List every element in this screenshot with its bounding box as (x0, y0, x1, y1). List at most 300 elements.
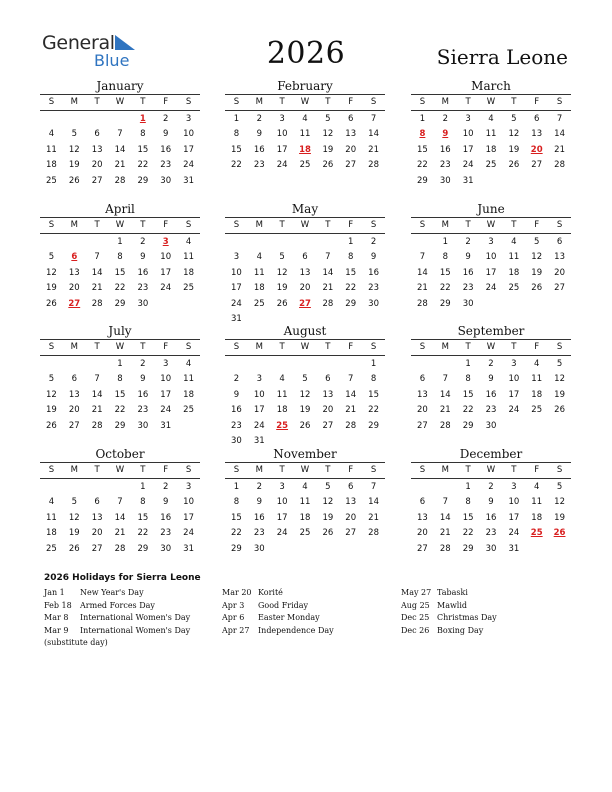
day: 31 (231, 313, 242, 324)
day: 31 (160, 420, 172, 431)
day: 6 (325, 374, 331, 385)
day: 17 (508, 389, 520, 400)
empty-cell (86, 112, 109, 127)
weekday-label: T (140, 465, 146, 475)
empty-cell (40, 480, 63, 495)
day: 28 (439, 543, 451, 554)
day-grid (40, 480, 200, 557)
day: 10 (253, 389, 265, 400)
day: 21 (114, 528, 126, 539)
day-grid (411, 357, 571, 434)
month-april (40, 202, 200, 312)
weekday-label: S (370, 342, 377, 352)
month-title: May (225, 202, 385, 218)
weekday-label: T (94, 97, 100, 107)
day: 2 (488, 482, 494, 492)
day: 13 (91, 144, 103, 155)
weekday-header (40, 95, 200, 111)
day: 5 (71, 129, 77, 140)
day: 6 (94, 497, 100, 508)
holiday-name: International Women's Day (80, 613, 191, 622)
day: 13 (68, 389, 80, 400)
day: 4 (534, 482, 540, 492)
day: 31 (462, 175, 474, 186)
day: 8 (117, 252, 123, 263)
weekday-header (411, 340, 571, 356)
holiday-row (401, 587, 576, 600)
holiday-date: Aug 25 (401, 600, 430, 610)
day: 25 (299, 160, 311, 171)
weekday-label: W (115, 465, 125, 475)
day: 10 (183, 129, 194, 140)
day: 1 (465, 482, 471, 492)
day: 26 (68, 175, 80, 186)
day: 15 (417, 144, 428, 155)
day: 5 (534, 237, 540, 247)
day: 10 (183, 497, 194, 508)
weekday-label: F (348, 342, 354, 352)
day: 12 (46, 389, 57, 400)
holiday-row (401, 612, 576, 625)
day: 15 (345, 267, 357, 278)
day: 12 (276, 267, 288, 278)
day: 5 (71, 497, 77, 508)
weekday-label: T (325, 342, 331, 352)
day: 17 (231, 283, 242, 294)
day: 25 (183, 405, 194, 416)
day: 9 (140, 252, 146, 263)
day: 18 (46, 528, 57, 539)
day: 15 (114, 267, 126, 278)
day: 27 (417, 543, 428, 554)
weekday-label: S (556, 342, 563, 352)
weekday-label: T (511, 220, 517, 230)
day: 2 (140, 237, 146, 247)
day: 13 (68, 267, 80, 278)
weekday-label: W (115, 97, 125, 107)
month-september (411, 324, 571, 434)
weekday-label: S (48, 220, 55, 230)
day: 19 (554, 512, 565, 523)
day: 7 (556, 114, 563, 124)
day: 18 (276, 405, 288, 416)
day: 14 (439, 389, 451, 400)
month-title: October (40, 447, 200, 463)
empty-cell (271, 357, 294, 372)
holiday-row (222, 600, 397, 613)
day: 20 (91, 160, 103, 171)
day: 6 (419, 497, 426, 508)
day: 20 (417, 405, 428, 416)
weekday-label: M (255, 465, 263, 475)
day: 8 (348, 252, 354, 263)
weekday-label: T (511, 97, 517, 107)
weekday-label: M (441, 97, 449, 107)
day-grid (40, 357, 200, 434)
day: 13 (531, 129, 543, 140)
holiday-date: May 27 (401, 588, 432, 597)
month-title: July (40, 324, 200, 340)
empty-cell (63, 112, 86, 127)
day: 13 (554, 252, 565, 263)
day: 2 (442, 114, 448, 124)
day: 24 (183, 528, 194, 539)
holiday-date: Apr 6 (222, 613, 245, 622)
day: 2 (256, 114, 262, 124)
weekday-label: F (163, 465, 169, 475)
weekday-label: T (511, 465, 517, 475)
day: 27 (531, 160, 543, 171)
day: 28 (322, 298, 334, 309)
empty-cell (86, 480, 109, 495)
weekday-label: S (233, 342, 240, 352)
day: 14 (322, 267, 334, 278)
holiday-date: Mar 20 (222, 588, 252, 597)
day: 1 (442, 237, 448, 247)
day: 17 (183, 144, 194, 155)
day-grid (411, 480, 571, 557)
holiday-column (222, 587, 397, 637)
day: 5 (511, 114, 517, 124)
day: 26 (322, 160, 334, 171)
day: 29 (462, 543, 474, 554)
day: 21 (417, 283, 428, 294)
day: 29 (137, 175, 149, 186)
day: 9 (256, 497, 262, 508)
weekday-label: S (419, 97, 426, 107)
weekday-label: W (300, 465, 310, 475)
day: 3 (163, 359, 169, 369)
day: 23 (439, 160, 451, 171)
empty-cell (434, 357, 457, 372)
weekday-label: T (94, 342, 100, 352)
weekday-label: F (348, 220, 354, 230)
day: 22 (137, 528, 149, 539)
holiday-day: 1 (139, 114, 146, 124)
month-march (411, 79, 571, 189)
day: 12 (299, 389, 311, 400)
day: 2 (140, 359, 146, 369)
day: 8 (465, 374, 471, 385)
day: 20 (322, 405, 334, 416)
day: 30 (485, 420, 497, 431)
day: 17 (183, 512, 194, 523)
month-title: February (225, 79, 385, 95)
weekday-label: T (140, 342, 146, 352)
day: 28 (368, 160, 379, 171)
weekday-label: T (140, 220, 146, 230)
day: 16 (462, 267, 474, 278)
month-title: September (411, 324, 571, 340)
day: 24 (485, 283, 497, 294)
day: 2 (256, 482, 262, 492)
day: 14 (368, 129, 379, 140)
month-november (225, 447, 385, 557)
weekday-label: S (556, 97, 563, 107)
day: 22 (114, 405, 126, 416)
day: 24 (253, 420, 265, 431)
day: 26 (46, 298, 57, 309)
day: 20 (91, 528, 103, 539)
day-grid (40, 112, 200, 189)
holiday-name: Independence Day (258, 625, 334, 635)
day: 21 (91, 283, 103, 294)
month-title: March (411, 79, 571, 95)
day: 16 (160, 512, 172, 523)
day: 27 (417, 420, 428, 431)
day: 24 (160, 283, 172, 294)
day: 19 (322, 144, 334, 155)
day: 7 (94, 374, 100, 385)
day: 25 (253, 298, 265, 309)
day: 22 (439, 283, 451, 294)
day: 23 (253, 160, 265, 171)
day: 28 (345, 420, 357, 431)
holiday-day: 6 (71, 252, 78, 263)
weekday-label: S (556, 465, 563, 475)
weekday-label: W (115, 220, 125, 230)
day: 11 (46, 144, 57, 155)
day: 23 (485, 528, 497, 539)
day: 15 (114, 389, 126, 400)
day: 10 (508, 374, 520, 385)
day: 16 (368, 267, 379, 278)
weekday-header (225, 340, 385, 356)
weekday-label: M (441, 342, 449, 352)
day: 7 (117, 129, 123, 140)
day: 15 (231, 144, 242, 155)
day: 4 (185, 237, 192, 247)
weekday-label: S (233, 97, 240, 107)
day: 4 (279, 374, 285, 385)
weekday-label: T (325, 465, 331, 475)
day: 18 (531, 512, 543, 523)
day: 7 (117, 497, 123, 508)
empty-cell (86, 235, 109, 250)
holiday-day: 25 (276, 420, 289, 431)
day: 26 (508, 160, 520, 171)
day: 3 (511, 482, 517, 492)
day: 27 (345, 160, 357, 171)
weekday-label: M (70, 465, 78, 475)
day: 5 (325, 114, 331, 124)
holiday-name: Good Friday (258, 600, 309, 610)
empty-cell (411, 357, 434, 372)
day: 21 (368, 512, 379, 523)
month-title: August (225, 324, 385, 340)
day: 30 (137, 298, 149, 309)
day-grid (225, 480, 385, 557)
day: 25 (46, 543, 57, 554)
day: 10 (276, 129, 288, 140)
day: 12 (531, 252, 543, 263)
day: 29 (417, 175, 428, 186)
day: 5 (279, 252, 285, 263)
day: 1 (419, 114, 426, 124)
day: 28 (91, 298, 103, 309)
day: 10 (485, 252, 497, 263)
day: 4 (48, 497, 55, 508)
holiday-name: Tabaski (437, 588, 468, 597)
day: 24 (276, 528, 288, 539)
day-grid (411, 112, 571, 189)
holiday-day: 8 (419, 129, 426, 140)
day: 30 (253, 543, 265, 554)
day: 19 (299, 405, 311, 416)
day: 1 (140, 482, 146, 492)
day: 13 (91, 512, 103, 523)
empty-cell (63, 357, 86, 372)
day: 23 (253, 528, 265, 539)
day: 5 (325, 482, 331, 492)
weekday-label: F (534, 342, 540, 352)
day: 5 (556, 482, 563, 492)
day: 9 (233, 389, 240, 400)
holiday-column (44, 587, 219, 650)
holiday-day: 27 (299, 298, 311, 309)
day: 11 (299, 497, 311, 508)
year-title: 2026 (266, 36, 346, 71)
day: 14 (554, 129, 565, 140)
day: 21 (368, 144, 379, 155)
weekday-label: W (486, 220, 496, 230)
weekday-label: S (185, 342, 192, 352)
day: 9 (140, 374, 146, 385)
day: 30 (485, 543, 497, 554)
month-february (225, 79, 385, 174)
day: 28 (417, 298, 428, 309)
day: 14 (91, 389, 103, 400)
day: 4 (534, 359, 540, 369)
empty-cell (316, 357, 339, 372)
day: 15 (462, 389, 474, 400)
day: 14 (114, 512, 126, 523)
day: 23 (160, 160, 172, 171)
day: 9 (370, 252, 377, 263)
weekday-label: S (185, 465, 192, 475)
day: 13 (322, 389, 334, 400)
day: 20 (68, 405, 80, 416)
day: 8 (117, 374, 123, 385)
day: 25 (485, 160, 497, 171)
day: 21 (322, 283, 334, 294)
holiday-column (401, 587, 576, 637)
day: 29 (114, 420, 126, 431)
country-title: Sierra Leone (436, 45, 568, 69)
day: 21 (114, 160, 126, 171)
day: 17 (160, 267, 172, 278)
day: 11 (46, 512, 57, 523)
day: 4 (488, 114, 494, 124)
holiday-day: 25 (530, 528, 543, 539)
day: 4 (511, 237, 517, 247)
empty-cell (109, 480, 132, 495)
day: 16 (137, 389, 149, 400)
day: 10 (276, 497, 288, 508)
day: 1 (370, 359, 377, 369)
day: 2 (488, 359, 494, 369)
day: 17 (160, 389, 172, 400)
month-july (40, 324, 200, 434)
day: 17 (276, 144, 288, 155)
weekday-label: M (255, 342, 263, 352)
day: 25 (183, 283, 194, 294)
day: 28 (114, 175, 126, 186)
day: 22 (137, 160, 149, 171)
empty-cell (248, 235, 271, 250)
day: 16 (253, 512, 265, 523)
weekday-label: T (325, 97, 331, 107)
day: 11 (183, 252, 194, 263)
month-may (225, 202, 385, 327)
day: 22 (231, 160, 242, 171)
holiday-name: Christmas Day (437, 613, 497, 622)
holiday-name: Boxing Day (437, 625, 484, 635)
day: 20 (345, 144, 357, 155)
day: 7 (370, 114, 377, 124)
day: 22 (368, 405, 379, 416)
day: 18 (508, 267, 520, 278)
holiday-name: Mawlid (437, 600, 468, 610)
day-grid (225, 357, 385, 449)
day: 25 (299, 528, 311, 539)
weekday-label: T (279, 220, 285, 230)
day: 27 (91, 175, 103, 186)
weekday-label: M (70, 220, 78, 230)
day: 19 (68, 528, 80, 539)
day: 20 (417, 528, 428, 539)
day: 25 (531, 405, 543, 416)
day: 29 (439, 298, 451, 309)
weekday-label: W (300, 97, 310, 107)
holiday-row (44, 612, 219, 625)
day: 19 (508, 144, 520, 155)
day: 11 (183, 374, 194, 385)
day: 10 (160, 252, 172, 263)
holiday-name: New Year's Day (80, 588, 144, 597)
day: 16 (485, 512, 497, 523)
day: 17 (485, 267, 497, 278)
day: 6 (348, 482, 354, 492)
day: 21 (345, 405, 357, 416)
day: 3 (279, 482, 285, 492)
day: 14 (91, 267, 103, 278)
weekday-label: S (233, 220, 240, 230)
day: 3 (185, 114, 192, 124)
day: 6 (348, 114, 354, 124)
day: 29 (231, 543, 242, 554)
day: 18 (531, 389, 543, 400)
day: 13 (417, 389, 428, 400)
day: 15 (137, 512, 149, 523)
day: 30 (368, 298, 379, 309)
holiday-day: 26 (553, 528, 566, 539)
weekday-label: S (370, 220, 377, 230)
day: 30 (160, 175, 172, 186)
day: 3 (185, 482, 192, 492)
day: 26 (68, 543, 80, 554)
day: 19 (276, 283, 288, 294)
day-grid (411, 235, 571, 312)
day: 17 (253, 405, 265, 416)
day: 18 (299, 512, 311, 523)
holiday-name: Armed Forces Day (80, 600, 155, 610)
day: 18 (253, 283, 265, 294)
day: 25 (46, 175, 57, 186)
weekday-header (40, 463, 200, 479)
holiday-row (222, 612, 397, 625)
month-title: December (411, 447, 571, 463)
